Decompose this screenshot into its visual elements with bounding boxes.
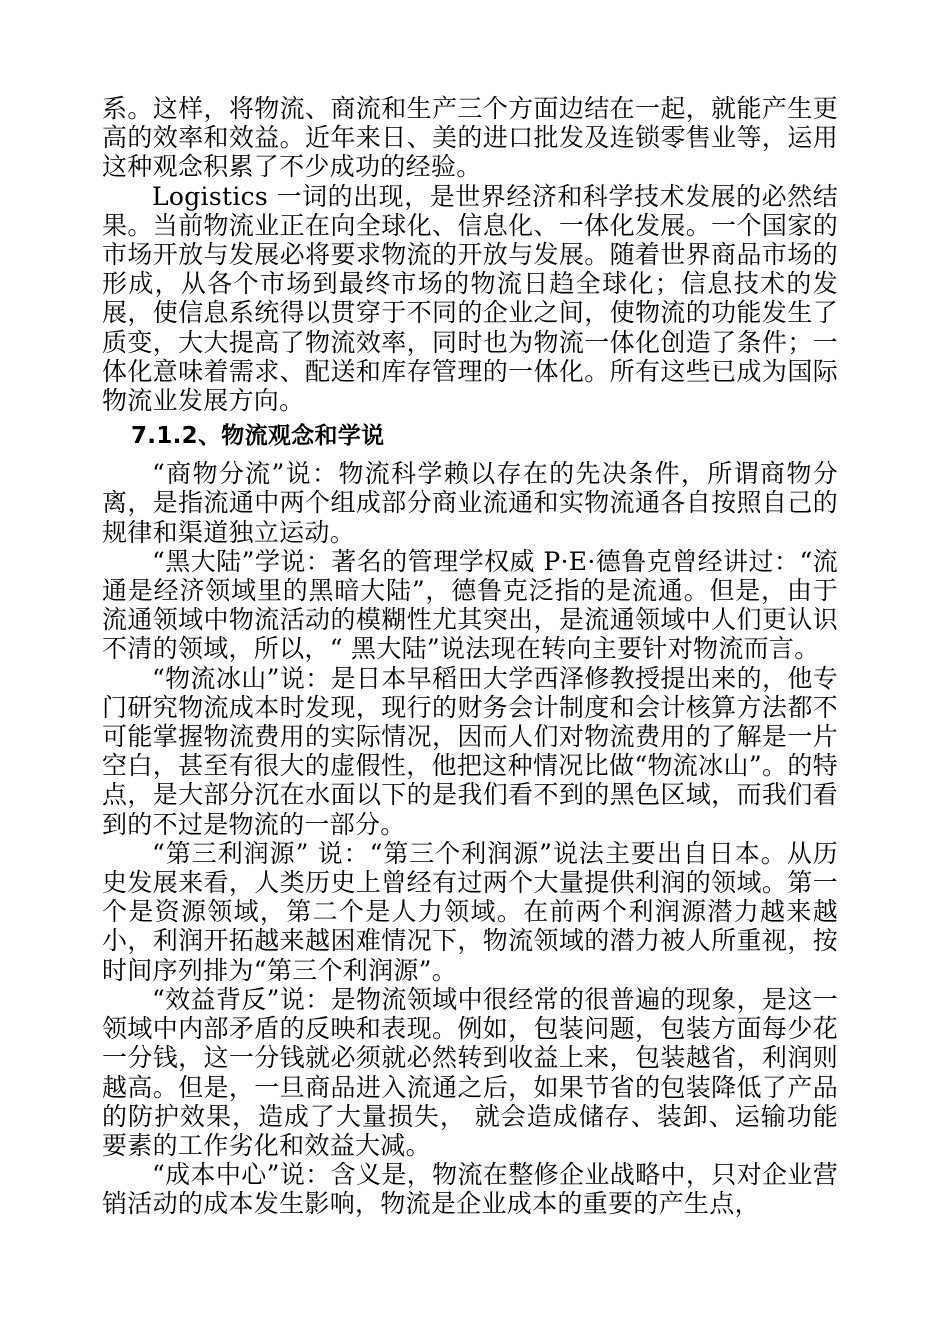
paragraph-dark-continent: “黑大陆”学说：著名的管理学权威 P·E·德鲁克曾经讲过：“流通是经济领域里的黑暗大陆”，德鲁克泛指的是流通。但是，由于流通领域中物流活动的模糊性尤其突出，是流通领域中人们更认识不清的领域，所以，“ 黑大陆”说法现在转向主要针对物流而言。: [102, 546, 838, 664]
paragraph-continuation: 系。这样，将物流、商流和生产三个方面边结在一起，就能产生更高的效率和效益。近年来日、美的进口批发及连锁零售业等，运用这种观念积累了不少成功的经验。: [102, 94, 838, 182]
paragraph-trade-off: “效益背反”说：是物流领域中很经常的很普遍的现象，是这一领域中内部矛盾的反映和表现。例如，包装问题，包装方面每少花一分钱，这一分钱就必须就必然转到收益上来，包装越省，利润则越高。但是，一旦商品进入流通之后，如果节省的包装降低了产品的防护效果，造成了大量损失， 就会造成储存、装卸、运输功能要素的工作劣化和效益大减。: [102, 984, 838, 1160]
paragraph-logistics-iceberg: “物流冰山”说：是日本早稻田大学西泽修教授提出来的，他专门研究物流成本时发现，现行的财务会计制度和会计核算方法都不可能掌握物流费用的实际情况，因而人们对物流费用的了解是一片空白，甚至有很大的虚假性，他把这种情况比做“物流冰山”。的特点，是大部分沉在水面以下的是我们看不到的黑色区域，而我们看到的不过是物流的一部分。: [102, 663, 838, 839]
section-heading: 7.1.2、物流观念和学说: [131, 423, 385, 450]
paragraph-logistics-intro: Logistics 一词的出现，是世界经济和科学技术发展的必然结果。当前物流业正在向全球化、信息化、一体化发展。一个国家的市场开放与发展必将要求物流的开放与发展。随着世界商品市场的形成，从各个市场到最终市场的物流日趋全球化；信息技术的发展，使信息系统得以贯穿于不同的企业之间，使物流的功能发生了质变，大大提高了物流效率，同时也为物流一体化创造了条件；一体化意味着需求、配送和库存管理的一体化。所有这些已成为国际物流业发展方向。: [102, 181, 838, 416]
paragraph-cost-center: “成本中心”说：含义是，物流在整修企业战略中，只对企业营销活动的成本发生影响，物流是企业成本的重要的产生点，: [102, 1160, 838, 1219]
paragraph-commerce-logistics-separation: “商物分流”说：物流科学赖以存在的先决条件，所谓商物分离，是指流通中两个组成部分商业流通和实物流通各自按照自己的规律和渠道独立运动。: [102, 459, 838, 547]
document-page: [102, 94, 838, 1219]
paragraph-third-profit-source: “第三利润源” 说：“第三个利润源”说法主要出自日本。从历史发展来看，人类历史上曾经有过两个大量提供利润的领域。第一个是资源领域，第二个是人力领域。在前两个利润源潜力越来越小，利润开拓越来越困难情况下，物流领域的潜力被人所重视，按时间序列排为“第三个利润源”。: [102, 838, 838, 985]
